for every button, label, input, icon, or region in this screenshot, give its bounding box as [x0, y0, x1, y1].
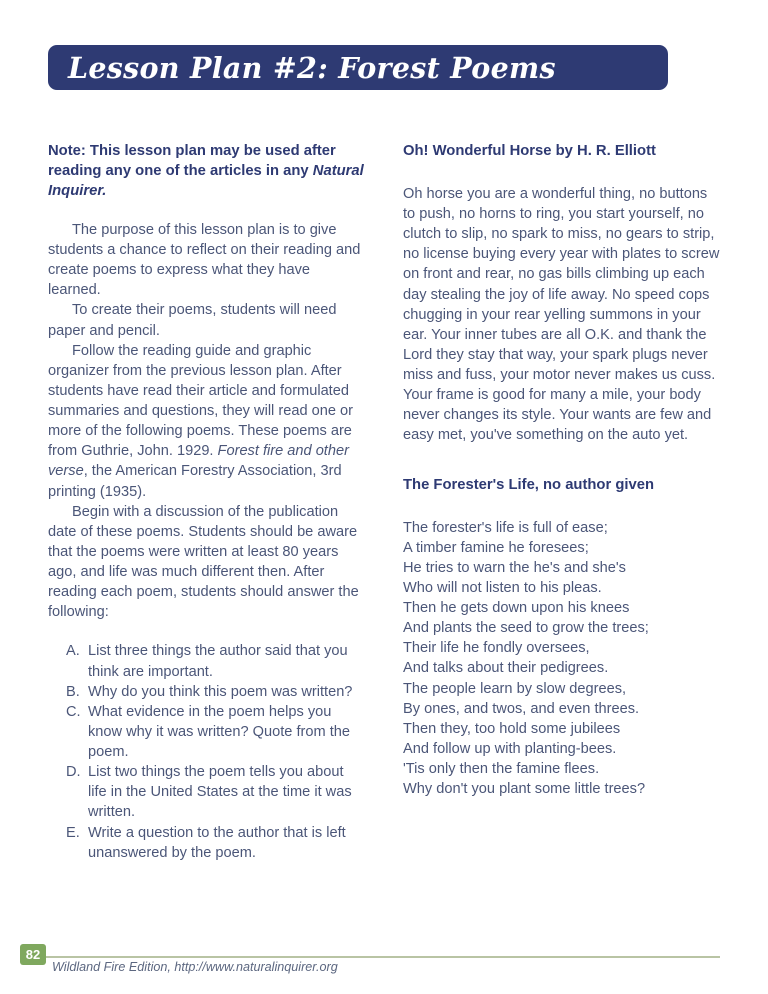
list-item-marker: D.	[66, 764, 81, 781]
footer-divider	[46, 956, 720, 958]
verse-line: A timber famine he foresees;	[403, 539, 589, 556]
verse-line: Who will not listen to his pleas.	[403, 579, 602, 596]
question-list	[48, 641, 365, 862]
list-item-label: Why do you think this poem was written?	[88, 683, 353, 700]
verse-line: By ones, and twos, and even threes.	[403, 700, 640, 717]
list-item-label: List three things the author said that you think are important.	[88, 643, 348, 680]
list-item-marker: C.	[66, 703, 81, 720]
lesson-note	[48, 142, 365, 202]
list-item-marker: B.	[66, 683, 80, 700]
citation-after-text: , the American Forestry Association, 3rd printing (1935).	[48, 463, 342, 500]
right-column	[403, 142, 720, 863]
poem-two-verse	[403, 518, 720, 800]
footer-publication-line: Wildland Fire Edition, http://www.naturalinquirer.org	[52, 960, 338, 974]
poem-one-heading: Oh! Wonderful Horse by H. R. Elliott	[403, 143, 656, 159]
verse-line: Their life he fondly oversees,	[403, 640, 590, 657]
list-item-marker: A.	[66, 643, 80, 660]
list-item	[66, 823, 365, 863]
note-lead-text: Note: This lesson plan may be used after reading any one of the articles in any	[48, 143, 336, 179]
list-item	[66, 682, 365, 702]
poem-one-body: Oh horse you are a wonderful thing, no buttons to push, no horns to ring, you start yourself, no clutch to slip, no spark to miss, no gears to strip, no license buying every year with plates to screw on front and rear, no gas bills climbing up each day stealing the joy of life away. No speed cops chugging in your rear yelling summons in your ear. Your inner tubes are all O.K. and thank the Lord they stay that way, your spark plugs never miss and fuss, your motor never makes us cuss. Your frame is good for many a mile, your body never changes its style. Your wants are few and easy met, you've something on the auto yet.	[403, 185, 720, 444]
poem-two-block	[403, 476, 720, 800]
materials-paragraph: To create their poems, students will need paper and pencil.	[48, 302, 337, 339]
page-number-badge	[20, 944, 46, 965]
list-item-label: Write a question to the author that is left unanswered by the poem.	[88, 824, 346, 861]
verse-line: Why don't you plant some little trees?	[403, 781, 646, 798]
discussion-paragraph: Begin with a discussion of the publication date of these poems. Students should be aware that the poems were written at least 80 years ago, and life was much different then. After reading each poem, students should answer the following:	[48, 503, 359, 621]
verse-line: Then they, too hold some jubilees	[403, 720, 621, 737]
verse-line: And follow up with planting-bees.	[403, 740, 617, 757]
list-item-label: List two things the poem tells you about life in the United States at the time it was written.	[88, 764, 352, 821]
lesson-plan-banner	[48, 45, 668, 90]
list-item-marker: E.	[66, 824, 80, 841]
poem-two-heading: The Forester's Life, no author given	[403, 476, 654, 493]
page-title: Lesson Plan #2: Forest Poems	[68, 50, 556, 85]
citation-before-text: Follow the reading guide and graphic organizer from the previous lesson plan. After students have read their article and formulated summaries and questions, they will read one or more of the following poems. These poems are from Guthrie, John. 1929.	[48, 342, 354, 460]
citation-paragraph	[48, 341, 365, 502]
verse-line: He tries to warn the he's and she's	[403, 559, 626, 576]
verse-line: The forester's life is full of ease;	[403, 519, 608, 536]
list-item	[66, 762, 365, 822]
verse-line: And plants the seed to grow the trees;	[403, 620, 649, 637]
two-column-layout	[48, 142, 720, 863]
verse-line: Then he gets down upon his knees	[403, 600, 630, 617]
verse-line: 'Tis only then the famine flees.	[403, 761, 600, 778]
note-journal-title: Natural Inquirer.	[48, 162, 364, 199]
list-item	[66, 641, 365, 681]
purpose-paragraph: The purpose of this lesson plan is to give students a chance to reflect on their reading and create poems to express what they have learned.	[48, 221, 361, 299]
page-number: 82	[25, 947, 41, 962]
list-item-label: What evidence in the poem helps you know why it was written? Quote from the poem.	[88, 703, 350, 761]
left-column	[48, 142, 365, 863]
list-item	[66, 702, 365, 762]
verse-line: And talks about their pedigrees.	[403, 660, 609, 677]
citation-book-title: Forest fire and other verse	[48, 443, 349, 480]
verse-line: The people learn by slow degrees,	[403, 680, 627, 697]
